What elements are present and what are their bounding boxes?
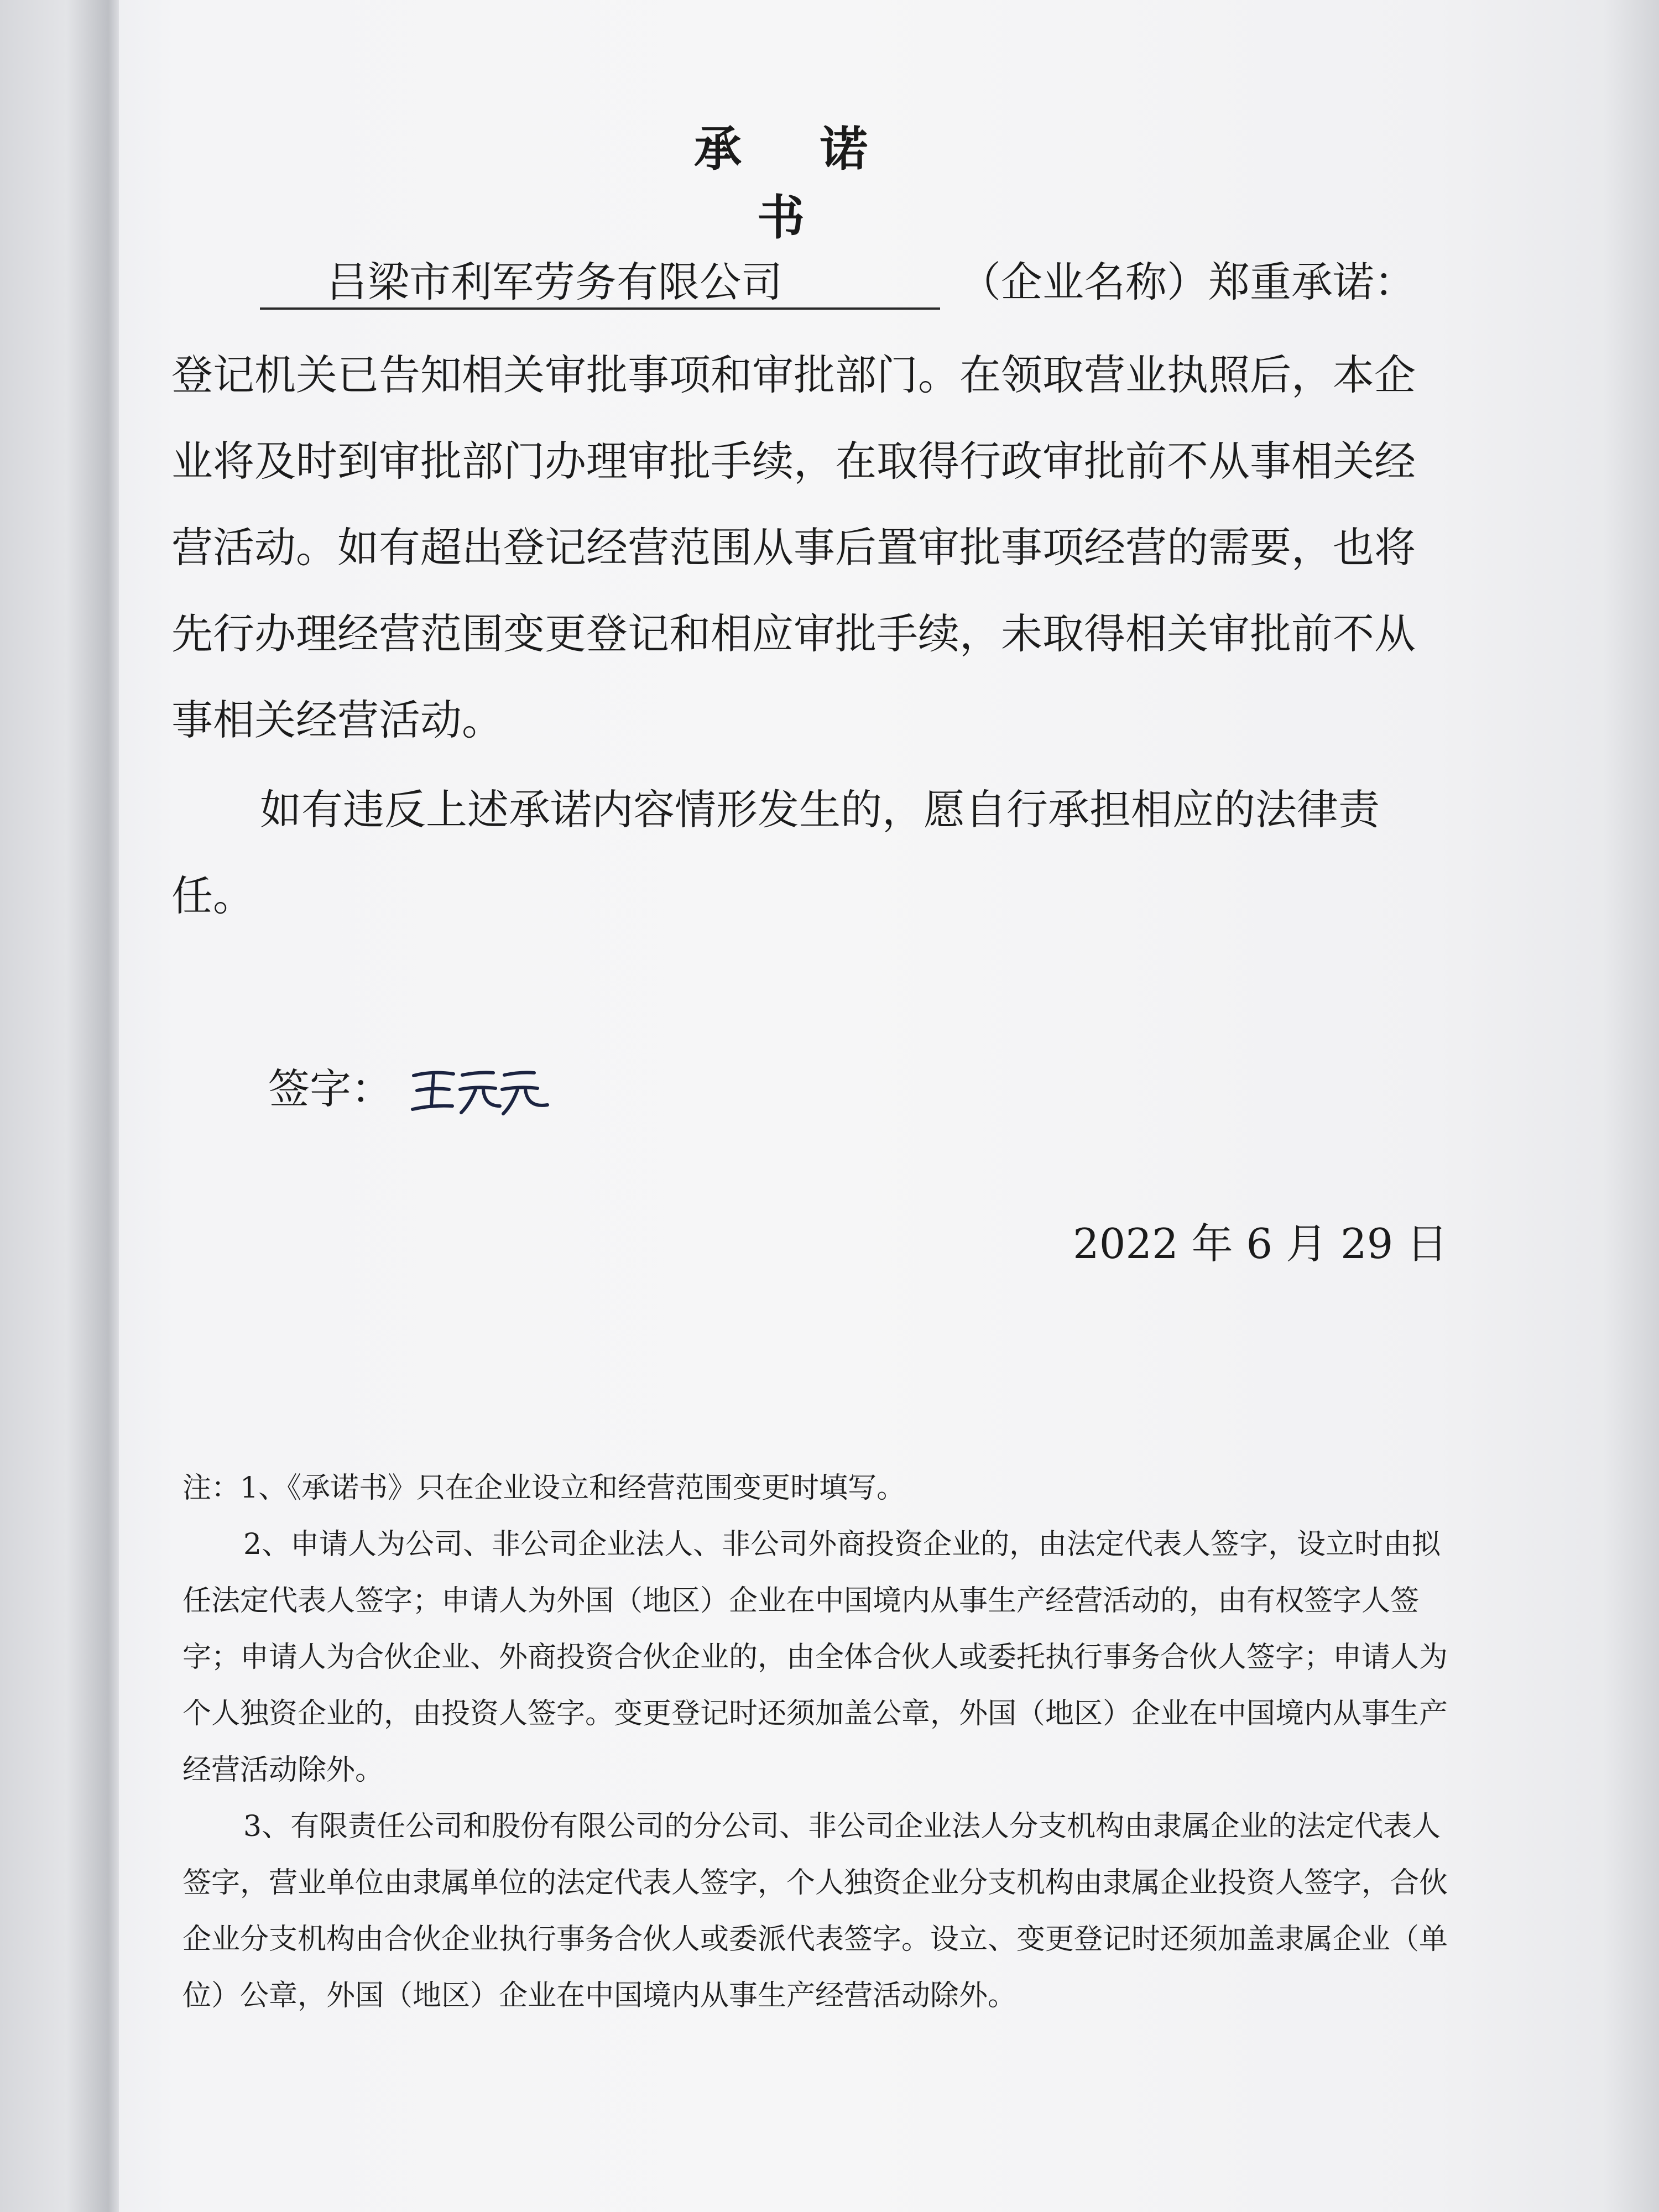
signature-label: 签字： — [268, 1065, 393, 1113]
page-edge-shadow — [1604, 0, 1659, 2212]
liability-paragraph: 如有违反上述承诺内容情形发生的，愿自行承担相应的法律责任。 — [171, 785, 1380, 920]
handwritten-signature — [403, 1051, 552, 1123]
page-binding-shadow — [0, 0, 119, 2212]
note-item-2: 2、申请人为公司、非公司企业法人、非公司外商投资企业的，由法定代表人签字，设立时由拟任法定代表人签字；申请人为外国（地区）企业在中国境内从事生产经营活动的，由有权签字人签字；申请人为合伙企业、外商投资合伙企业的，由全体合伙人或委托执行事务合伙人签字；申请人为个人独资企业的，由投资人签字。变更登记时还须加盖公章，外国（地区）企业在中国境内从事生产经营活动除外。 — [182, 1528, 1448, 1787]
note-item-1: 注：1、《承诺书》只在企业设立和经营范围变更时填写。 — [182, 1472, 906, 1505]
company-name-suffix: （企业名称）郑重承诺： — [959, 258, 1416, 306]
document-title: 承 诺 书 — [694, 121, 899, 246]
document-date: 2022 年 6 月 29 日 — [1073, 1219, 1448, 1268]
commitment-paragraph: 登记机关已告知相关审批事项和审批部门。在领取营业执照后，本企业将及时到审批部门办理审批手续，在取得行政审批前不从事相关经营活动。如有超出登记经营范围从事后置审批事项经营的需要，也将先行办理经营范围变更登记和相应审批手续，未取得相关审批前不从事相关经营活动。 — [171, 351, 1416, 744]
notes-section — [182, 1460, 1454, 2024]
note-item-3: 3、有限责任公司和股份有限公司的分公司、非公司企业法人分支机构由隶属企业的法定代表人签字，营业单位由隶属单位的法定代表人签字，个人独资企业分支机构由隶属企业投资人签字，合伙企业分支机构由合伙企业执行事务合伙人或委派代表签字。设立、变更登记时还须加盖隶属企业（单位）公章，外国（地区）企业在中国境内从事生产经营活动除外。 — [182, 1810, 1448, 2012]
company-name-field: 吕梁市利军劳务有限公司 — [260, 254, 940, 310]
